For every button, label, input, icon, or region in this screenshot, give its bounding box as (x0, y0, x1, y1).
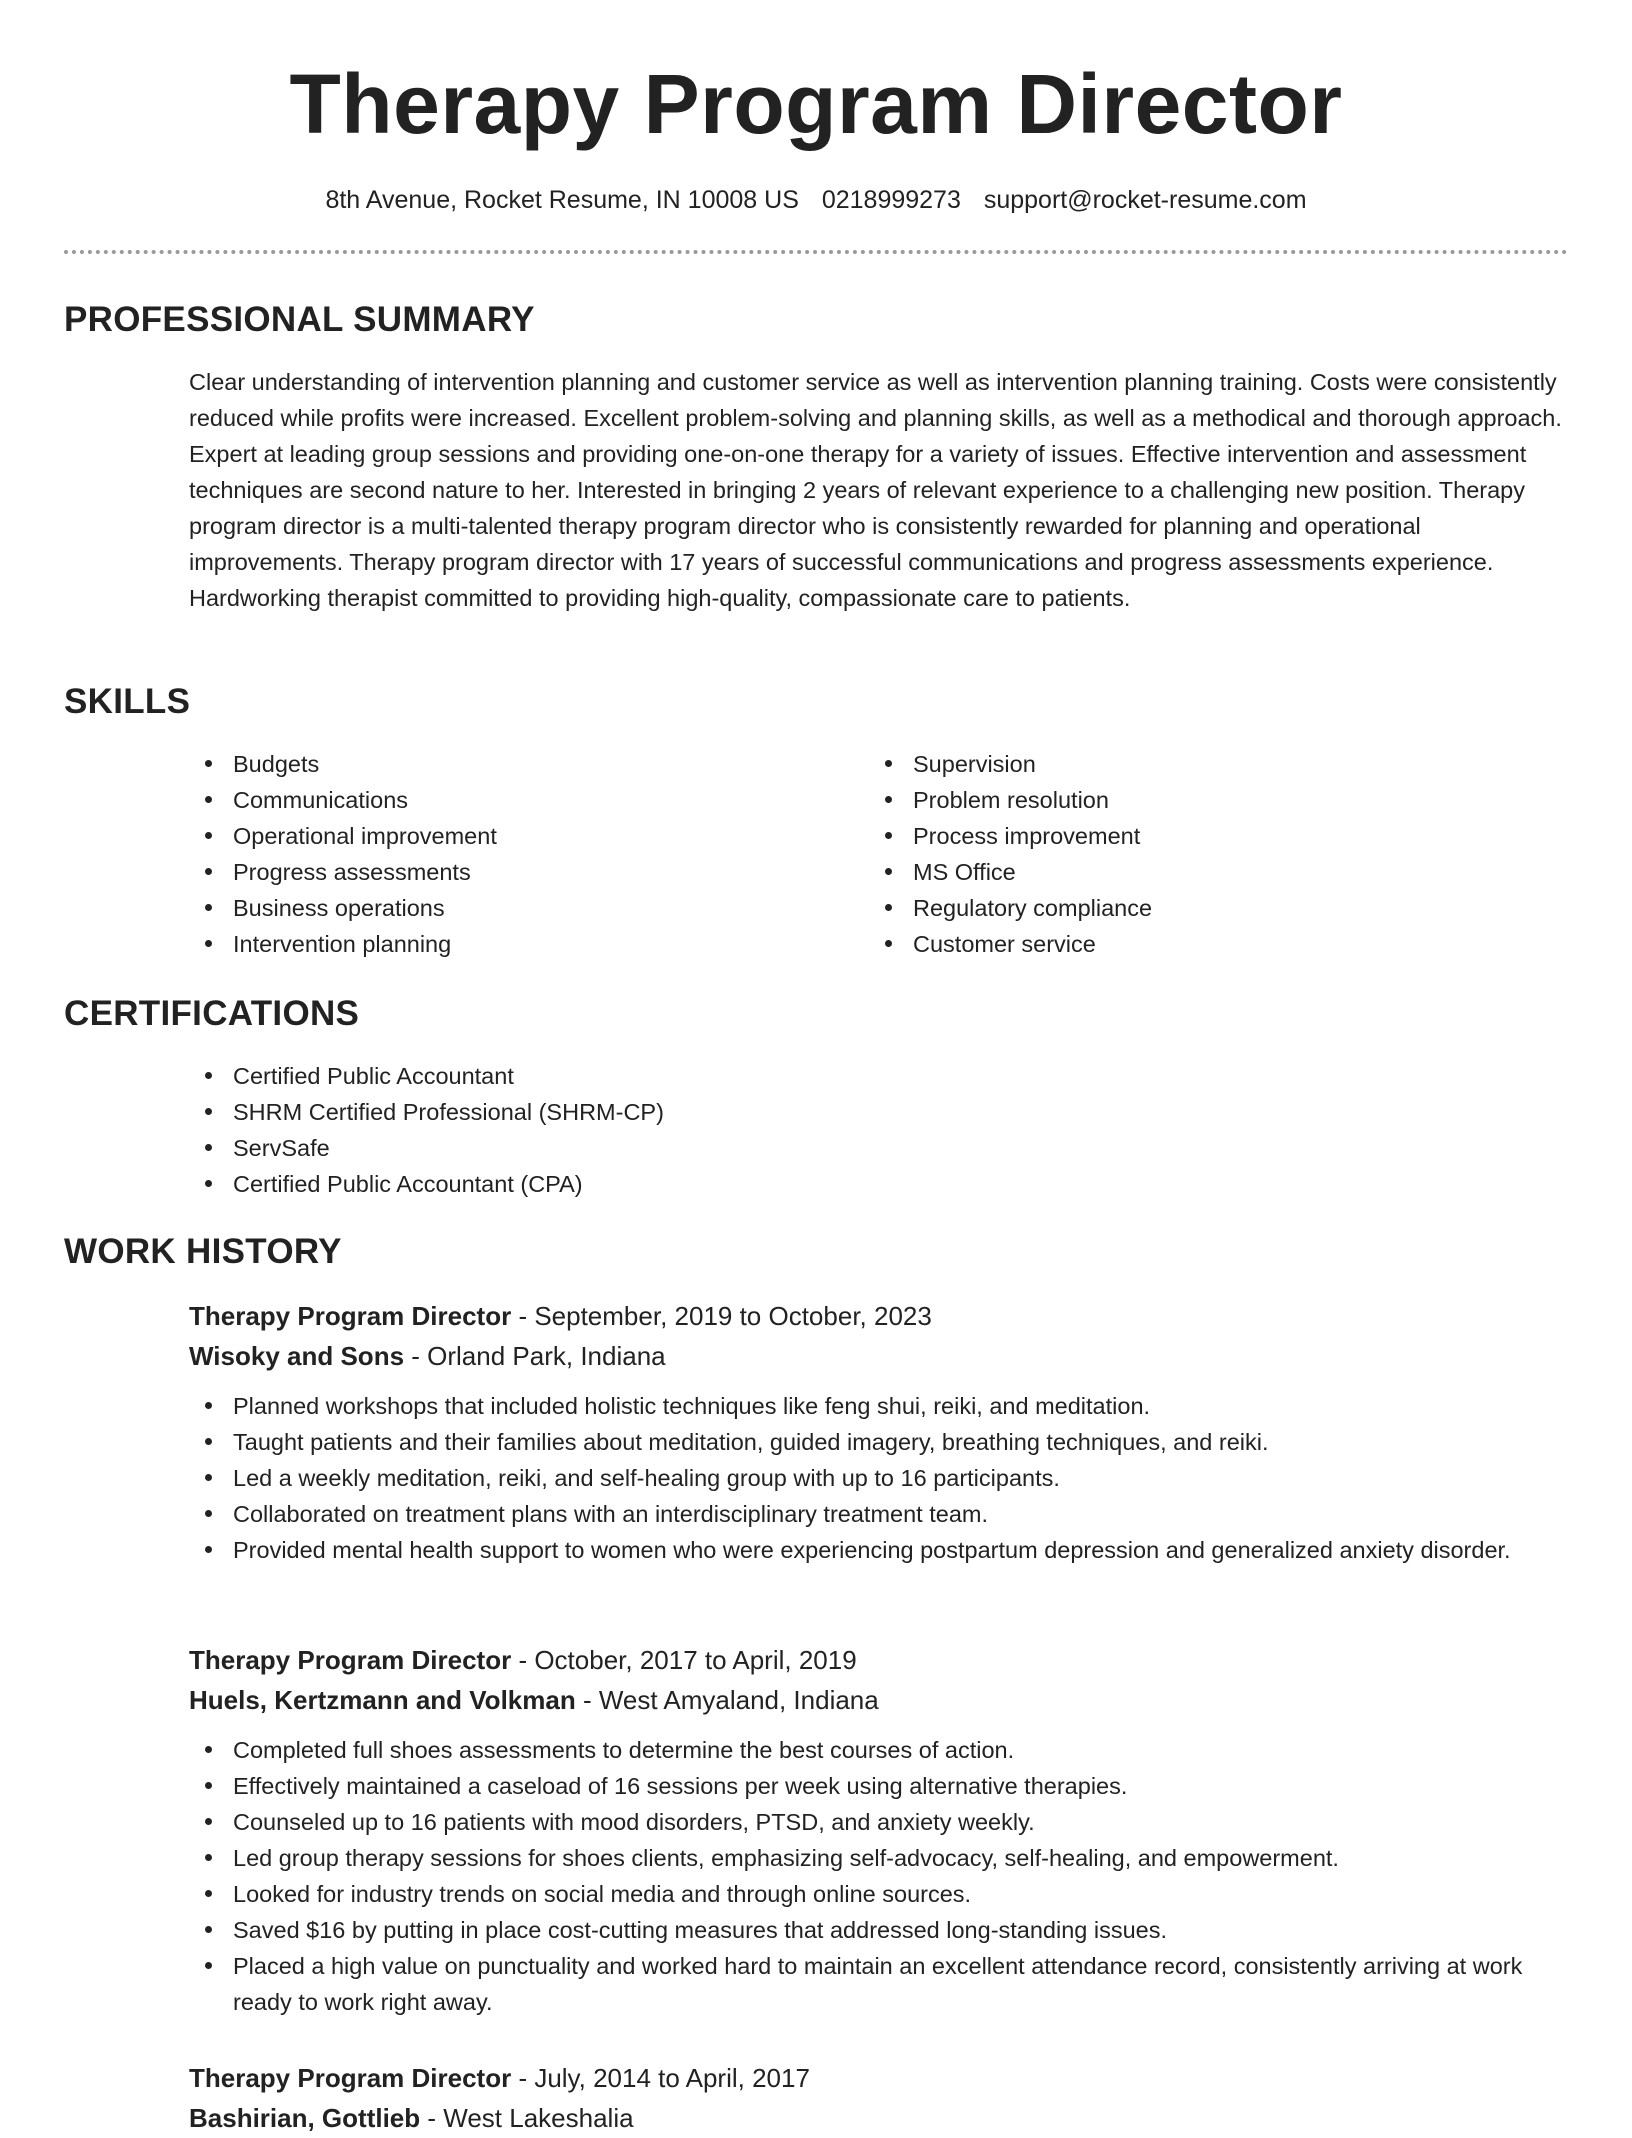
contact-address: 8th Avenue, Rocket Resume, IN 10008 US (325, 186, 799, 214)
job-duty: Completed full shoes assessments to determine the best courses of action. (189, 1732, 1569, 1768)
job-duties (189, 1732, 1569, 2020)
job-duty: Led a weekly meditation, reiki, and self-healing group with up to 16 participants. (189, 1460, 1569, 1496)
job-company: Bashirian, Gottlieb (189, 2103, 421, 2133)
contact-phone: 0218999273 (821, 186, 961, 214)
job-title-line (189, 2058, 1569, 2098)
skill-item: Intervention planning (189, 926, 789, 962)
summary-text: Clear understanding of intervention planning and customer service as well as intervention planning training. Costs were consistently reduced while profits were increased. Excellent problem-solving and planning skills, as well as a methodical and thorough approach. Expert at leading group sessions and providing one-on-one therapy for a variety of issues. Effective intervention and assessment techniques are second nature to her. Interested in bringing 2 years of relevant experience to a challenging new position. Therapy program director is a multi-talented therapy program director who is consistently rewarded for planning and operational improvements. Therapy program director with 17 years of successful communications and progress assessments experience. Hardworking therapist committed to providing high-quality, compassionate care to patients. (189, 369, 1562, 611)
job-company-line (189, 1680, 1569, 1720)
job-role: Therapy Program Director (189, 1645, 512, 1675)
job-location: - West Amyaland, Indiana (575, 1685, 879, 1715)
job-duty: Provided mental health support to women who were experiencing postpartum depression and generalized anxiety disorder. (189, 1532, 1569, 1568)
skill-item: Supervision (869, 746, 1469, 782)
job-location: - West Lakeshalia (420, 2103, 634, 2133)
work-history-heading: WORK HISTORY (64, 1232, 342, 1271)
job-duty: Effectively maintained a caseload of 16 sessions per week using alternative therapies. (189, 1768, 1569, 1804)
job-company: Wisoky and Sons (189, 1341, 405, 1371)
certification-item: ServSafe (189, 1130, 1089, 1166)
job-title-line (189, 1640, 1569, 1680)
skill-item: MS Office (869, 854, 1469, 890)
skill-item: Problem resolution (869, 782, 1469, 818)
certifications-list (189, 1058, 1089, 1202)
job-duty: Taught patients and their families about meditation, guided imagery, breathing techniques, and reiki. (189, 1424, 1569, 1460)
resume-name: Therapy Program Director (289, 57, 1343, 151)
job-duty: Collaborated on treatment plans with an interdisciplinary treatment team. (189, 1496, 1569, 1532)
contact-email: support@rocket-resume.com (983, 186, 1307, 214)
skill-item: Regulatory compliance (869, 890, 1469, 926)
job-role: Therapy Program Director (189, 2063, 512, 2093)
job-entry (189, 1640, 1569, 2020)
certification-item: Certified Public Accountant (189, 1058, 1089, 1094)
skill-item: Business operations (189, 890, 789, 926)
contact-line (64, 184, 1568, 216)
job-duty: Counseled up to 16 patients with mood disorders, PTSD, and anxiety weekly. (189, 1804, 1569, 1840)
job-duties (189, 1388, 1569, 1568)
job-duty: Looked for industry trends on social media and through online sources. (189, 1876, 1569, 1912)
certification-item: SHRM Certified Professional (SHRM-CP) (189, 1094, 1089, 1130)
resume-page (64, 0, 1568, 2133)
job-company-line (189, 2098, 1569, 2138)
certification-item: Certified Public Accountant (CPA) (189, 1166, 1089, 1202)
skill-item: Progress assessments (189, 854, 789, 890)
job-dates: - October, 2017 to April, 2019 (511, 1645, 857, 1675)
skills-heading: SKILLS (64, 682, 191, 721)
job-company: Huels, Kertzmann and Volkman (189, 1685, 576, 1715)
job-location: - Orland Park, Indiana (404, 1341, 666, 1371)
skills-right-column (869, 746, 1469, 962)
job-entry (189, 2058, 1569, 2138)
job-duty: Planned workshops that included holistic techniques like feng shui, reiki, and meditation. (189, 1388, 1569, 1424)
header-divider (64, 250, 1568, 254)
job-duty: Saved $16 by putting in place cost-cutting measures that addressed long-standing issues. (189, 1912, 1569, 1948)
skill-item: Process improvement (869, 818, 1469, 854)
skill-item: Budgets (189, 746, 789, 782)
skill-item: Communications (189, 782, 789, 818)
certifications-heading: CERTIFICATIONS (64, 994, 360, 1033)
job-dates: - September, 2019 to October, 2023 (511, 1301, 932, 1331)
job-duty: Placed a high value on punctuality and worked hard to maintain an excellent attendance record, consistently arriving at work ready to work right away. (189, 1948, 1569, 2020)
skill-item: Operational improvement (189, 818, 789, 854)
skill-item: Customer service (869, 926, 1469, 962)
job-entry (189, 1296, 1569, 1568)
job-title-line (189, 1296, 1569, 1336)
job-duty: Led group therapy sessions for shoes clients, emphasizing self-advocacy, self-healing, and empowerment. (189, 1840, 1569, 1876)
job-company-line (189, 1336, 1569, 1376)
summary-heading: PROFESSIONAL SUMMARY (64, 300, 535, 339)
skills-left-column (189, 746, 789, 962)
job-role: Therapy Program Director (189, 1301, 512, 1331)
job-dates: - July, 2014 to April, 2017 (511, 2063, 810, 2093)
